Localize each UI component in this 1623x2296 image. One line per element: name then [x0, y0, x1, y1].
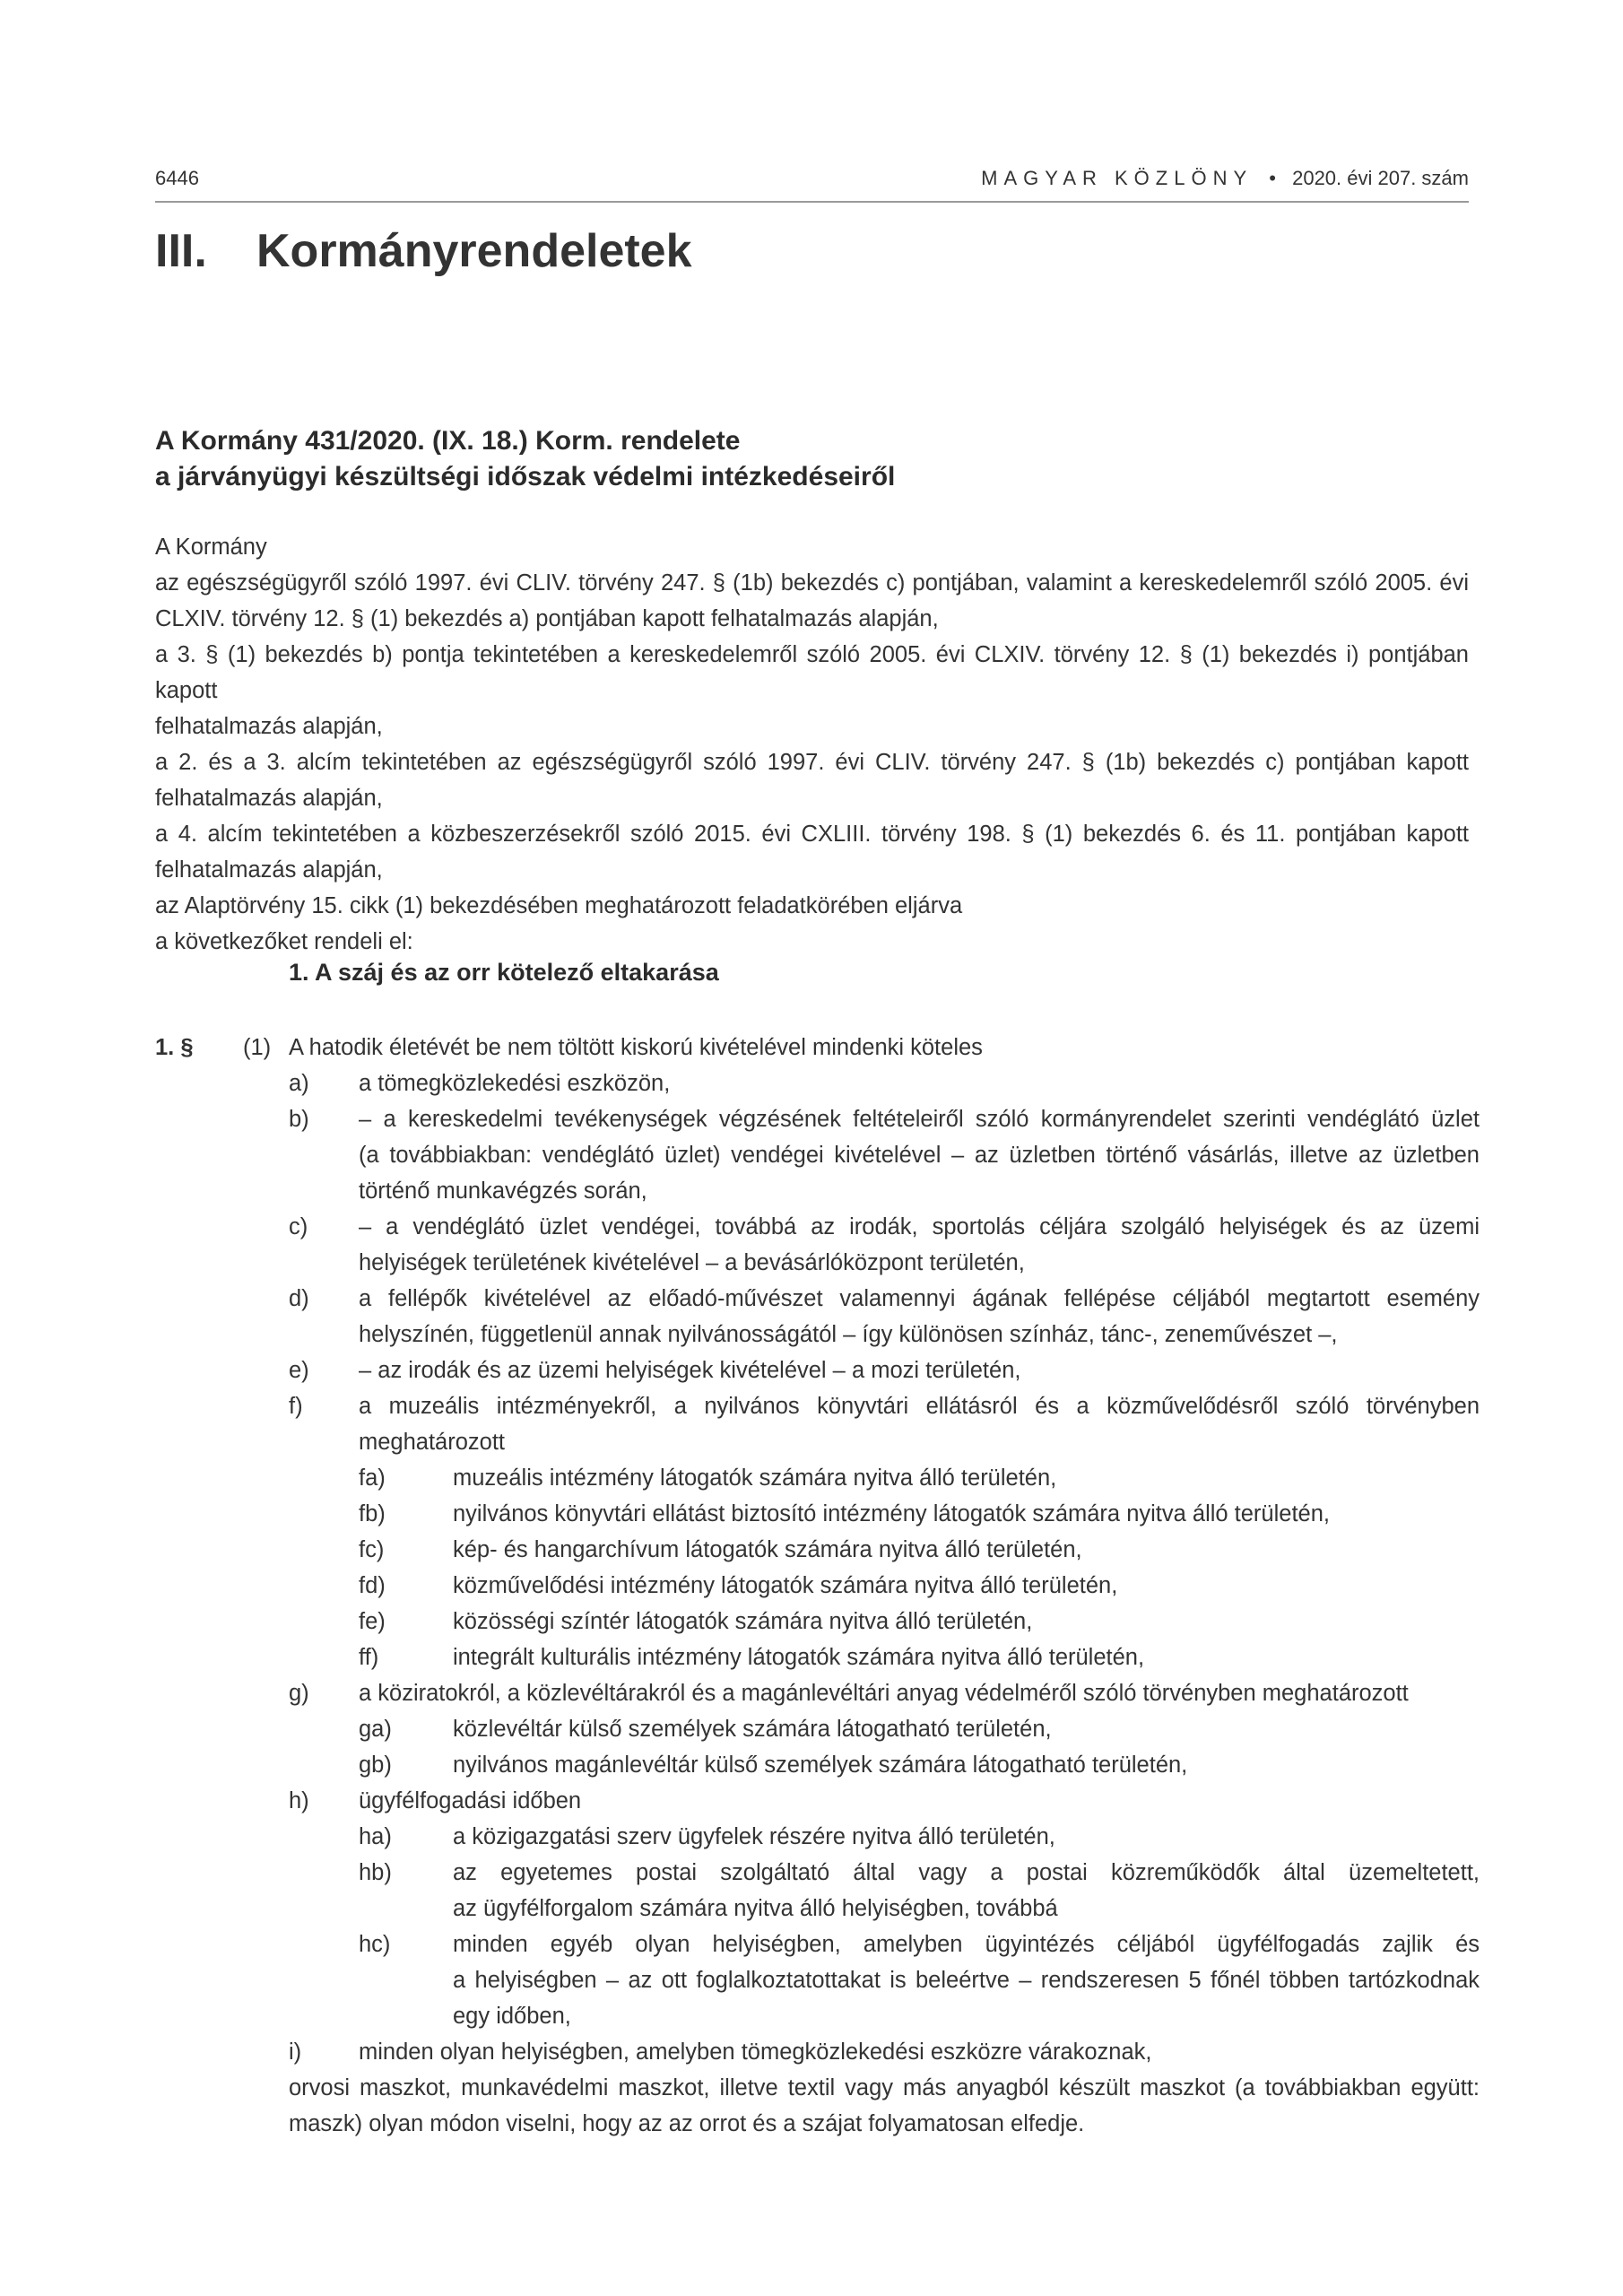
preamble-line: a 2. és a 3. alcím tekintetében az egészségügyről szóló 1997. évi CLIV. törvény 247. § (1b) bekezdés c) pontjában kapott: [155, 750, 1469, 775]
point-text: a fellépők kivételével az előadó-művészet valamennyi ágának fellépése céljából megtartott esemény: [359, 1286, 1480, 1311]
preamble: [155, 529, 1469, 960]
point-label: d): [289, 1286, 309, 1311]
subtitle-heading: 1. A száj és az orr kötelező eltakarása: [289, 959, 719, 986]
point-a: [155, 1065, 1482, 1101]
point-text: ügyfélfogadási időben: [359, 1788, 582, 1813]
subpoint-hc-cont: [155, 1962, 1482, 1998]
point-text: minden olyan helyiségben, amelyben tömegközlekedési eszközre várakoznak,: [359, 2039, 1152, 2065]
subpoint-hb-cont: [155, 1891, 1482, 1926]
preamble-line: felhatalmazás alapján,: [155, 786, 383, 811]
point-text: meghatározott: [359, 1430, 506, 1455]
closing-line: orvosi maszkot, munkavédelmi maszkot, illetve textil vagy más anyagból készült maszkot (a továbbiakban együtt:: [289, 2075, 1480, 2100]
running-header: [981, 167, 1469, 190]
point-d: [155, 1281, 1482, 1317]
point-b-cont: [155, 1137, 1482, 1173]
point-d-cont: [155, 1317, 1482, 1352]
point-text: helyiségek területének kivételével – a bevásárlóközpont területén,: [359, 1250, 1025, 1275]
subpoint-ha: [155, 1819, 1482, 1855]
preamble-line: A Kormány: [155, 535, 267, 560]
point-label: f): [289, 1394, 303, 1419]
paragraph-text: A hatodik életévét be nem töltött kiskorú kivételével mindenki köteles: [289, 1035, 983, 1060]
subpoint-text: muzeális intézmény látogatók számára nyitva álló területén,: [453, 1465, 1057, 1491]
subpoint-text: a helyiségben – az ott foglalkoztatottakat is beleértve – rendszeresen 5 főnél többen tartózkodnak: [453, 1968, 1480, 1993]
subpoint-fd: [155, 1568, 1482, 1604]
subpoint-label: hc): [359, 1932, 391, 1957]
subpoint-label: ff): [359, 1645, 379, 1670]
subpoint-gb: [155, 1747, 1482, 1783]
section-1: [155, 1030, 1482, 2142]
preamble-line: a következőket rendeli el:: [155, 929, 413, 954]
subpoint-fe: [155, 1604, 1482, 1639]
subpoint-text: közösségi színtér látogatók számára nyitva álló területén,: [453, 1609, 1033, 1634]
subpoint-label: fb): [359, 1501, 386, 1526]
paragraph-1-intro: [155, 1030, 1482, 1065]
issue-number: 2020. évi 207. szám: [1292, 167, 1469, 189]
subpoint-hc: [155, 1926, 1482, 1962]
preamble-line: az egészségügyről szóló 1997. évi CLIV. törvény 247. § (1b) bekezdés c) pontjában, valamint a kereskedelemről szóló 2005. évi: [155, 570, 1469, 596]
subpoint-fb: [155, 1496, 1482, 1532]
point-c-cont: [155, 1245, 1482, 1281]
point-text: – a vendéglátó üzlet vendégei, továbbá az irodák, sportolás céljára szolgáló helyiségek és az üzemi: [359, 1214, 1480, 1239]
subpoint-text: az ügyfélforgalom számára nyitva álló helyiségben, továbbá: [453, 1896, 1058, 1921]
point-text: a tömegközlekedési eszközön,: [359, 1071, 671, 1096]
closing-text: [155, 2070, 1482, 2106]
point-label: g): [289, 1681, 309, 1706]
subpoint-label: fc): [359, 1537, 385, 1562]
point-label: a): [289, 1071, 309, 1096]
point-label: c): [289, 1214, 308, 1239]
point-label: e): [289, 1358, 309, 1383]
subpoint-text: egy időben,: [453, 2004, 571, 2029]
point-h: [155, 1783, 1482, 1819]
preamble-line: a 3. § (1) bekezdés b) pontja tekintetében a kereskedelemről szóló 2005. évi CLXIV. törvény 12. § (1) bekezdés i) pontjában kapott: [155, 642, 1469, 703]
subpoint-text: nyilvános könyvtári ellátást biztosító intézmény látogatók számára nyitva álló területén,: [453, 1501, 1330, 1526]
subpoint-fa: [155, 1460, 1482, 1496]
subpoint-text: az egyetemes postai szolgáltató által vagy a postai közreműködők által üzemeltetett,: [453, 1860, 1480, 1885]
subpoint-label: fd): [359, 1573, 386, 1598]
paragraph-label: (1): [243, 1035, 272, 1060]
part-name: Kormányrendeletek: [256, 225, 692, 277]
subpoint-ff: [155, 1639, 1482, 1675]
point-text: helyszínén, függetlenül annak nyilvánosságától – így különösen színház, tánc-, zeneművészet –,: [359, 1322, 1338, 1347]
point-label: b): [289, 1107, 309, 1132]
closing-line: maszk) olyan módon viselni, hogy az az orrot és a szájat folyamatosan elfedje.: [289, 2111, 1085, 2136]
preamble-line: a 4. alcím tekintetében a közbeszerzésekről szóló 2015. évi CXLIII. törvény 198. § (1) bekezdés 6. és 11. pontjában kapott: [155, 822, 1469, 847]
subpoint-text: nyilvános magánlevéltár külső személyek számára látogatható területén,: [453, 1752, 1188, 1778]
subpoint-text: kép- és hangarchívum látogatók számára nyitva álló területén,: [453, 1537, 1082, 1562]
preamble-line: felhatalmazás alapján,: [155, 714, 383, 739]
section-number: 1. §: [155, 1035, 194, 1060]
header-rule: [155, 201, 1469, 203]
point-text: – az irodák és az üzemi helyiségek kivételével – a mozi területén,: [359, 1358, 1021, 1383]
point-e: [155, 1352, 1482, 1388]
subpoint-hb: [155, 1855, 1482, 1891]
decree-title: [155, 423, 895, 495]
closing-text: [155, 2106, 1482, 2142]
point-g: [155, 1675, 1482, 1711]
subpoint-label: fe): [359, 1609, 386, 1634]
point-f: [155, 1388, 1482, 1424]
point-text: a muzeális intézményekről, a nyilvános könyvtári ellátásról és a közművelődésről szóló törvényben: [359, 1394, 1480, 1419]
point-text: (a továbbiakban: vendéglátó üzlet) vendégei kivételével – az üzletben történő vásárlás, illetve az üzletben: [359, 1143, 1480, 1168]
subpoint-label: gb): [359, 1752, 392, 1778]
point-i: [155, 2034, 1482, 2070]
subpoint-text: integrált kulturális intézmény látogatók számára nyitva álló területén,: [453, 1645, 1145, 1670]
decree-title-line-1: A Kormány 431/2020. (IX. 18.) Korm. rendelete: [155, 426, 741, 456]
subpoint-fc: [155, 1532, 1482, 1568]
subpoint-label: ha): [359, 1824, 392, 1849]
point-text: a köziratokról, a közlevéltárakról és a magánlevéltári anyag védelméről szóló törvényben meghatározott: [359, 1681, 1409, 1706]
subpoint-ga: [155, 1711, 1482, 1747]
subpoint-text: közlevéltár külső személyek számára látogatható területén,: [453, 1717, 1052, 1742]
point-text: történő munkavégzés során,: [359, 1178, 647, 1204]
point-b-cont: [155, 1173, 1482, 1209]
point-text: – a kereskedelmi tevékenységek végzésének feltételeiről szóló kormányrendelet szerinti vendéglátó üzlet: [359, 1107, 1480, 1132]
preamble-line: CLXIV. törvény 12. § (1) bekezdés a) pontjában kapott felhatalmazás alapján,: [155, 606, 939, 631]
point-f-cont: [155, 1424, 1482, 1460]
subpoint-label: fa): [359, 1465, 386, 1491]
decree-title-line-2: a járványügyi készültségi időszak védelmi intézkedéseiről: [155, 462, 896, 491]
bullet-separator: •: [1269, 167, 1276, 189]
subpoint-text: közművelődési intézmény látogatók számára nyitva álló területén,: [453, 1573, 1118, 1598]
point-label: i): [289, 2039, 302, 2065]
point-b: [155, 1101, 1482, 1137]
part-title: [155, 224, 692, 278]
subpoint-text: minden egyéb olyan helyiségben, amelyben ügyintézés céljából ügyfélfogadás zajlik és: [453, 1932, 1480, 1957]
part-roman-numeral: III.: [155, 225, 207, 277]
subpoint-label: ga): [359, 1717, 392, 1742]
subpoint-label: hb): [359, 1860, 392, 1885]
subpoint-hc-cont: [155, 1998, 1482, 2034]
point-c: [155, 1209, 1482, 1245]
preamble-line: az Alaptörvény 15. cikk (1) bekezdésében meghatározott feladatkörében eljárva: [155, 893, 963, 918]
page-number: 6446: [155, 167, 199, 189]
point-label: h): [289, 1788, 309, 1813]
preamble-line: felhatalmazás alapján,: [155, 857, 383, 883]
publication-name: MAGYAR KÖZLÖNY: [981, 167, 1254, 189]
subpoint-text: a közigazgatási szerv ügyfelek részére nyitva álló területén,: [453, 1824, 1055, 1849]
